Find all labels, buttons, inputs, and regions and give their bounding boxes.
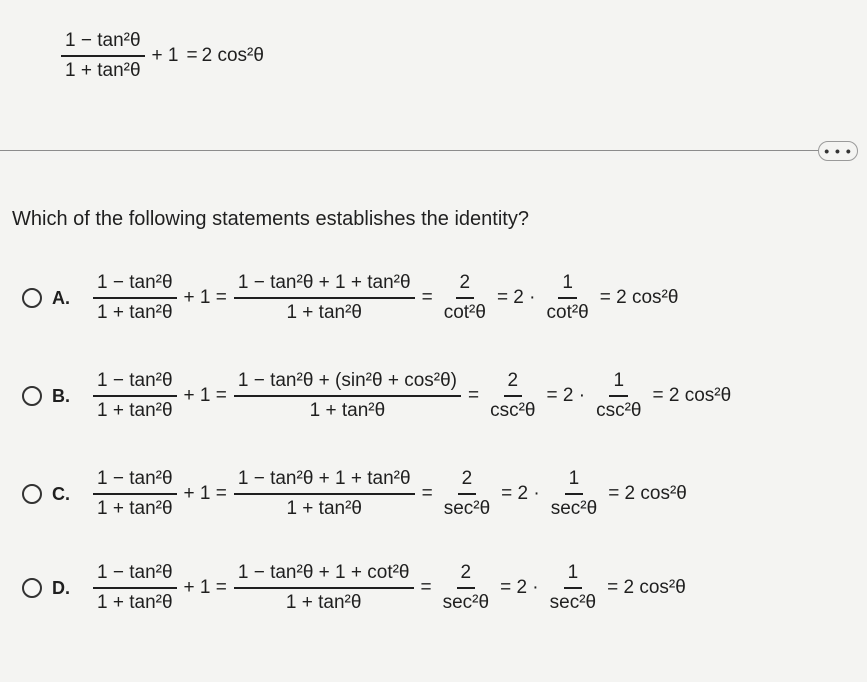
fraction-denominator: 1 + tan²θ [97,498,173,519]
plus-one: + 1 = [183,385,227,406]
fraction [486,370,539,422]
fraction-numerator: 1 [565,468,584,495]
times-two: = 2 · [546,385,586,406]
fraction-numerator: 1 − tan²θ [93,468,177,495]
option-letter: D. [52,577,70,598]
fraction [234,562,414,614]
fraction-numerator: 1 − tan²θ + (sin²θ + cos²θ) [234,370,461,397]
option-a[interactable] [22,272,682,324]
fraction-numerator: 1 − tan²θ [61,30,145,57]
fraction-numerator: 2 [456,272,475,299]
fraction [93,468,177,520]
plus-one: + 1 = [183,483,227,504]
fraction-numerator: 1 [558,272,577,299]
question-text: Which of the following statements establishes the identity? [12,208,529,230]
fraction [234,272,415,324]
result: = 2 cos²θ [607,577,686,598]
fraction-denominator: 1 + tan²θ [309,400,386,421]
fraction-denominator: 1 + tan²θ [97,400,173,421]
equals-sign: = [421,287,433,308]
fraction [547,468,601,520]
radio-button[interactable] [22,484,42,504]
times-two: = 2 · [496,287,536,308]
fraction-denominator: cot²θ [546,302,589,323]
fraction-denominator: csc²θ [490,400,536,421]
option-c[interactable] [22,468,691,520]
option-letter: C. [52,483,70,504]
fraction [93,562,177,614]
fraction-numerator: 1 − tan²θ [93,562,177,589]
result: = 2 cos²θ [608,483,687,504]
equals-sign: = [468,385,480,406]
identity-equation [58,30,264,82]
plus-one: + 1 [151,45,179,66]
fraction-denominator: 1 + tan²θ [65,60,141,81]
identity-lhs-fraction [61,30,145,82]
fraction-denominator: 1 + tan²θ [286,302,362,323]
identity-rhs: 2 cos²θ [201,45,264,66]
section-divider [0,150,825,151]
fraction-numerator: 1 − tan²θ + 1 + tan²θ [234,468,415,495]
fraction-denominator: sec²θ [442,592,490,613]
fraction-numerator: 1 − tan²θ + 1 + tan²θ [234,272,415,299]
fraction-numerator: 2 [504,370,523,397]
fraction-denominator: cot²θ [443,302,486,323]
fraction [592,370,645,422]
fraction [546,562,600,614]
radio-button[interactable] [22,288,42,308]
equals-sign: = [186,45,198,66]
fraction-numerator: 1 [609,370,628,397]
plus-one: + 1 = [183,287,227,308]
option-equation [90,468,691,520]
fraction [543,272,593,324]
fraction [234,370,461,422]
fraction [234,468,415,520]
fraction [93,272,177,324]
fraction-denominator: 1 + tan²θ [97,592,173,613]
fraction [440,272,490,324]
times-two: = 2 · [501,483,540,504]
fraction-denominator: 1 + tan²θ [286,498,362,519]
fraction-numerator: 2 [457,562,476,589]
option-equation [90,562,690,614]
option-equation [90,272,682,324]
fraction-numerator: 1 [564,562,583,589]
radio-button[interactable] [22,386,42,406]
option-equation [90,370,735,422]
fraction-denominator: sec²θ [549,592,597,613]
fraction-denominator: sec²θ [550,498,598,519]
option-b[interactable] [22,370,735,422]
option-letter: A. [52,287,70,308]
fraction-numerator: 1 − tan²θ [93,272,177,299]
result: = 2 cos²θ [652,385,732,406]
result: = 2 cos²θ [599,287,679,308]
fraction [440,468,494,520]
option-d[interactable] [22,562,690,614]
fraction-denominator: csc²θ [596,400,642,421]
fraction-numerator: 1 − tan²θ + 1 + cot²θ [234,562,414,589]
fraction-numerator: 1 − tan²θ [93,370,177,397]
equals-sign: = [421,483,433,504]
fraction [93,370,177,422]
fraction-denominator: 1 + tan²θ [285,592,362,613]
radio-button[interactable] [22,578,42,598]
fraction-denominator: 1 + tan²θ [97,302,173,323]
option-letter: B. [52,385,70,406]
times-two: = 2 · [500,577,539,598]
fraction-numerator: 2 [458,468,477,495]
fraction [439,562,493,614]
equals-sign: = [420,577,432,598]
plus-one: + 1 = [183,577,227,598]
more-options-button[interactable]: • • • [818,141,858,161]
fraction-denominator: sec²θ [443,498,491,519]
